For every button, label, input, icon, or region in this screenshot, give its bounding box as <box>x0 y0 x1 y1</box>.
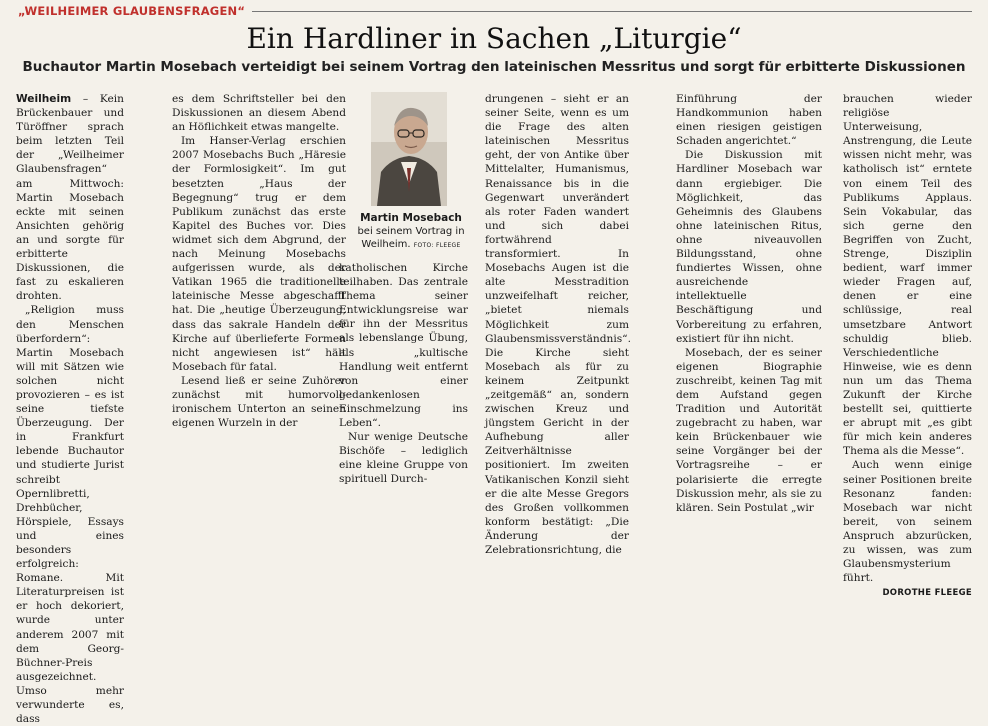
caption-text <box>357 225 465 252</box>
paragraph: es dem Schriftsteller bei den Diskussionen an diesem Abend an Höflichkeit etwas mangelte. <box>172 93 346 134</box>
subheadline: Buchautor Martin Mosebach verteidigt bei seinem Vortrag den lateinischen Messritus und sorgt für erbitterte Diskussionen <box>22 59 966 75</box>
headline: Ein Hardliner in Sachen „Liturgie“ <box>246 22 742 55</box>
column-1 <box>16 92 124 726</box>
dateline: Weilheim <box>16 93 72 105</box>
paragraph: Auch wenn einige seiner Positionen breite Resonanz fanden: Mosebach war nicht bereit, von seinem Anspruch abzurücken, zu wissen, was zum Glaubensmysterium führt. <box>843 459 972 585</box>
paragraph: Nur wenige Deutsche Bischöfe – lediglich eine kleine Gruppe von spirituell Durch- <box>339 431 468 486</box>
column-4 <box>485 92 629 557</box>
author-byline: DOROTHE FLEEGE <box>882 588 972 599</box>
paragraph: „Religion muss den Menschen überfordern“: Martin Mosebach will mit Sätzen wie solchen nicht provozieren – es ist seine tiefste Überzeugung. Der in Frankfurt lebende Buchautor und studierte Jurist schreibt Opernlibretti, Drehbücher, Hörspiele, Essays und eines besonders erfolgreich: Romane. Mit Literaturpreisen ist er hoch dekoriert, wurde unter anderem 2007 mit dem Georg-Büchner-Preis ausgezeichnet. Umso mehr verwunderte es, dass <box>16 304 124 726</box>
paragraph: Lesend ließ er seine Zuhörer zunächst mit humorvoll-ironischem Unterton an seinen eigenen Wurzeln in der <box>172 374 346 430</box>
paragraph: Die Diskussion mit Hardliner Mosebach war dann ergiebiger. Die Möglichkeit, das Geheimnis des Glaubens ohne lateinischen Ritus, ohne niveauvollen Bildungsstand, ohne fundiertes Wissen, ohne ausreichende intellektuelle Beschäftigung und Vorbereitung zu erfahren, existiert für ihn nicht. <box>676 149 822 345</box>
kicker-rule <box>252 11 972 12</box>
author-photo <box>371 92 447 206</box>
paragraph <box>16 92 124 303</box>
caption-text-line: bei seinem Vortrag in Weilheim. <box>357 226 465 250</box>
paragraph: Mosebach, der es seiner eigenen Biographie zuschreibt, keinen Tag mit dem Aufstand gegen Tradition und Autorität zugebracht zu haben, war kein Brückenbauer wie seine Vorgänger bei der Vortragsreihe – er polarisierte die erregte Diskussion mehr, als sie zu klären. Sein Postulat „wir <box>676 346 822 514</box>
column-5 <box>676 92 822 515</box>
paragraph: drungenen – sieht er an seiner Seite, wenn es um die Frage des alten lateinischen Messritus geht, der von Antike über Mittelalter, Humanismus, Renaissance bis in die Gegenwart unverändert als roter Faden wandert und sich dabei fortwährend transformiert. In Mosebachs Augen ist die alte Messtradition unzweifelhaft reicher, „bietet niemals Möglichkeit zum Glaubensmissverständnis“. Die Kirche sieht Mosebach als für zu keinem Zeitpunkt „zeitgemäß“ an, sondern zwischen Kreuz und jüngstem Gericht in der Aufhebung aller Zeitverhältnisse positioniert. Im zweiten Vatikanischen Konzil sieht er die alte Messe Gregors des Großen vollkommen konform bestätigt: „Die Änderung der Zelebrationsrichtung, die <box>485 93 631 556</box>
photo-caption <box>357 212 465 252</box>
paragraph: katholischen Kirche teilhaben. Das zentrale Thema seiner Entwicklungsreise war für ihn der Messritus als lebenslange Übung, als „kultische Handlung weit entfernt von einer gedankenlosen Einschmelzung ins Leben“. <box>339 262 468 430</box>
paragraph: Einführung der Handkommunion haben einen riesigen geistigen Schaden angerichtet.“ <box>676 93 822 148</box>
paragraph: Im Hanser-Verlag erschien 2007 Mosebachs Buch „Häresie der Formlosigkeit“. Im gut besetzten „Haus der Begegnung“ trug er dem Publikum zunächst das erste Kapitel des Buches vor. Dies widmet sich dem Abgrund, der nach Meinung Mosebachs aufgerissen wurde, als der Vatikan 1965 die traditionelle lateinische Messe abgeschafft hat. Die „heutige Überzeugung, dass das sakrale Handeln der Kirche auf überlieferte Formen nicht angewiesen ist“ hält Mosebach für fatal. <box>172 135 346 373</box>
column-2 <box>172 92 346 430</box>
series-kicker: „WEILHEIMER GLAUBENSFRAGEN“ <box>18 4 246 18</box>
portrait-image <box>371 92 447 206</box>
column-3 <box>339 261 468 487</box>
paragraph: brauchen wieder religiöse Unterweisung, Anstrengung, die Leute wissen nicht mehr, was katholisch ist“ erntete von einem Teil des Publikums Applaus. Sein Vokabular, das sich gerne den Begriffen von Zucht, Strenge, Disziplin bedient, warf immer wieder Fragen auf, denen er eine schlüssige, real umsetzbare Antwort schuldig blieb. Verschiedentliche Hinweise, wie es denn nun um das Thema Zukunft der Kirche bestellt sei, quittierte er abrupt mit „es gibt für mich kein anderes Thema als die Messe“. <box>843 93 972 458</box>
column-6 <box>843 92 972 600</box>
paragraph-text: – Kein Brückenbauer und Türöffner sprach beim letzten Teil der „Weilheimer Glaubensfragen“ am Mittwoch: Martin Mosebach eckte mit seinen Ansichten gehörig an und sorgte für erbitterte Diskussionen, die fast zu eskalieren drohten. <box>16 93 124 303</box>
photo-credit: FOTO: FLEEGE <box>413 242 461 249</box>
caption-name: Martin Mosebach <box>360 212 462 224</box>
